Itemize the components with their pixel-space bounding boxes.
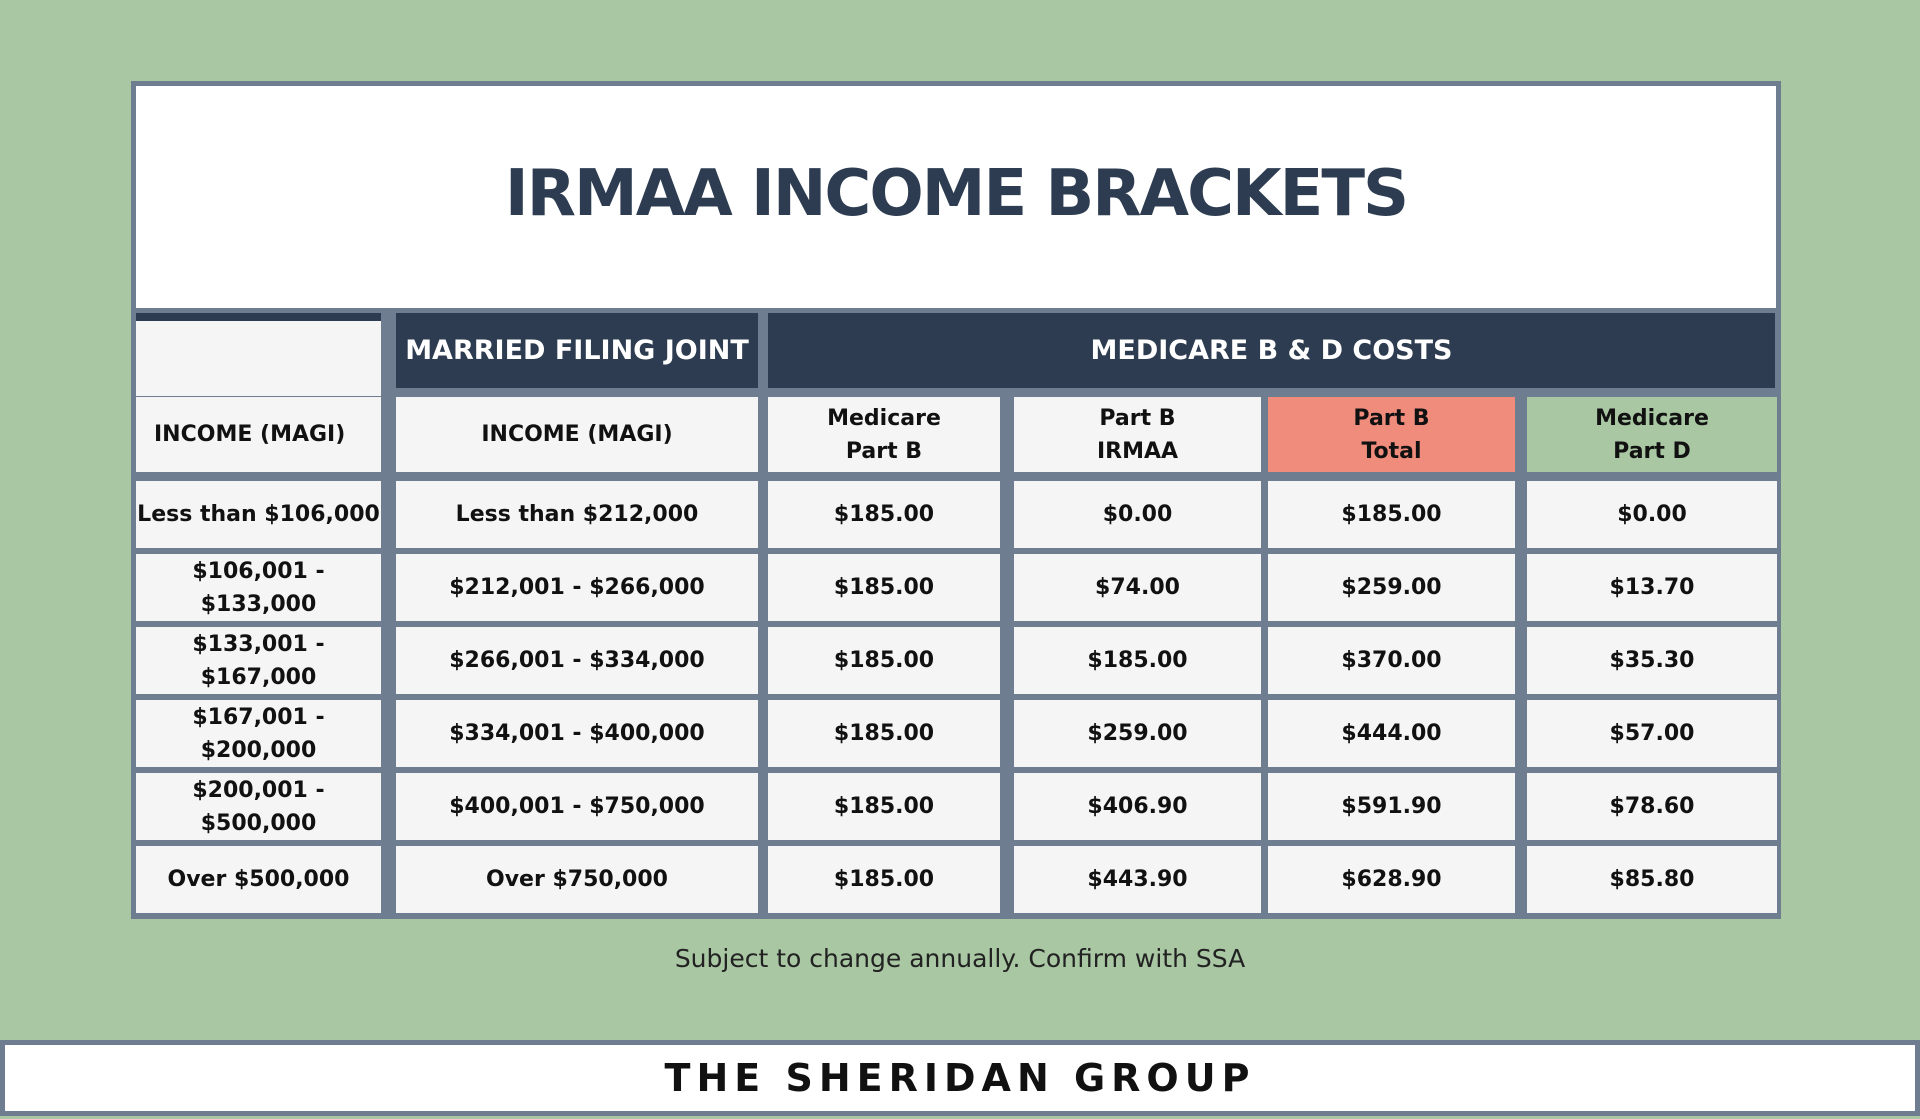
col-header-medicare-part-b: Medicare Part B <box>768 397 1000 472</box>
table-cell: $106,001 - $133,000 <box>136 554 381 621</box>
table-cell: $85.80 <box>1527 846 1777 913</box>
table-cell: $78.60 <box>1527 773 1777 840</box>
footer-bar <box>0 1040 1920 1116</box>
footer-inner <box>5 1045 1915 1111</box>
table-cell: Less than $212,000 <box>396 481 758 548</box>
table-cell: $334,001 - $400,000 <box>396 700 758 767</box>
title-box <box>136 86 1776 308</box>
table-cell: Over $750,000 <box>396 846 758 913</box>
table-cell: $259.00 <box>1014 700 1261 767</box>
table-cell: $185.00 <box>1268 481 1515 548</box>
table-cell: $57.00 <box>1527 700 1777 767</box>
table-cell: Less than $106,000 <box>136 481 381 548</box>
col-header-medicare-part-d: Medicare Part D <box>1527 397 1777 472</box>
table-cell: $185.00 <box>768 846 1000 913</box>
table-cell: $628.90 <box>1268 846 1515 913</box>
header-married-filing-joint: MARRIED FILING JOINT <box>396 313 758 388</box>
table-cell: $185.00 <box>768 700 1000 767</box>
col-header-single-income: INCOME (MAGI) <box>136 397 381 472</box>
col-header-married-income: INCOME (MAGI) <box>396 397 758 472</box>
table-cell: $370.00 <box>1268 627 1515 694</box>
table-cell: $259.00 <box>1268 554 1515 621</box>
table-cell: $35.30 <box>1527 627 1777 694</box>
table-cell: $591.90 <box>1268 773 1515 840</box>
table-cell: $400,001 - $750,000 <box>396 773 758 840</box>
table-cell: $444.00 <box>1268 700 1515 767</box>
table-cell: $185.00 <box>768 773 1000 840</box>
col-header-part-b-irmaa: Part B IRMAA <box>1014 397 1261 472</box>
page-title: IRMAA INCOME BRACKETS <box>504 157 1408 231</box>
table-cell: $185.00 <box>768 554 1000 621</box>
table-cell: Over $500,000 <box>136 846 381 913</box>
table-cell: $74.00 <box>1014 554 1261 621</box>
table-cell: $0.00 <box>1014 481 1261 548</box>
table-cell: $443.90 <box>1014 846 1261 913</box>
col-header-part-b-total: Part B Total <box>1268 397 1515 472</box>
header-medicare-costs: MEDICARE B & D COSTS <box>768 313 1775 388</box>
table-cell: $266,001 - $334,000 <box>396 627 758 694</box>
table-cell: $133,001 - $167,000 <box>136 627 381 694</box>
table-cell: $406.90 <box>1014 773 1261 840</box>
table-cell: $167,001 - $200,000 <box>136 700 381 767</box>
brand-name: THE SHERIDAN GROUP <box>664 1056 1256 1100</box>
table-cell: $185.00 <box>768 481 1000 548</box>
table-cell: $185.00 <box>1014 627 1261 694</box>
table-cell: $200,001 - $500,000 <box>136 773 381 840</box>
footnote: Subject to change annually. Confirm with SSA <box>674 944 1246 973</box>
irmaa-table-board <box>131 81 1781 919</box>
table-cell: $185.00 <box>768 627 1000 694</box>
table-cell: $0.00 <box>1527 481 1777 548</box>
table-cell: $212,001 - $266,000 <box>396 554 758 621</box>
table-cell: $13.70 <box>1527 554 1777 621</box>
